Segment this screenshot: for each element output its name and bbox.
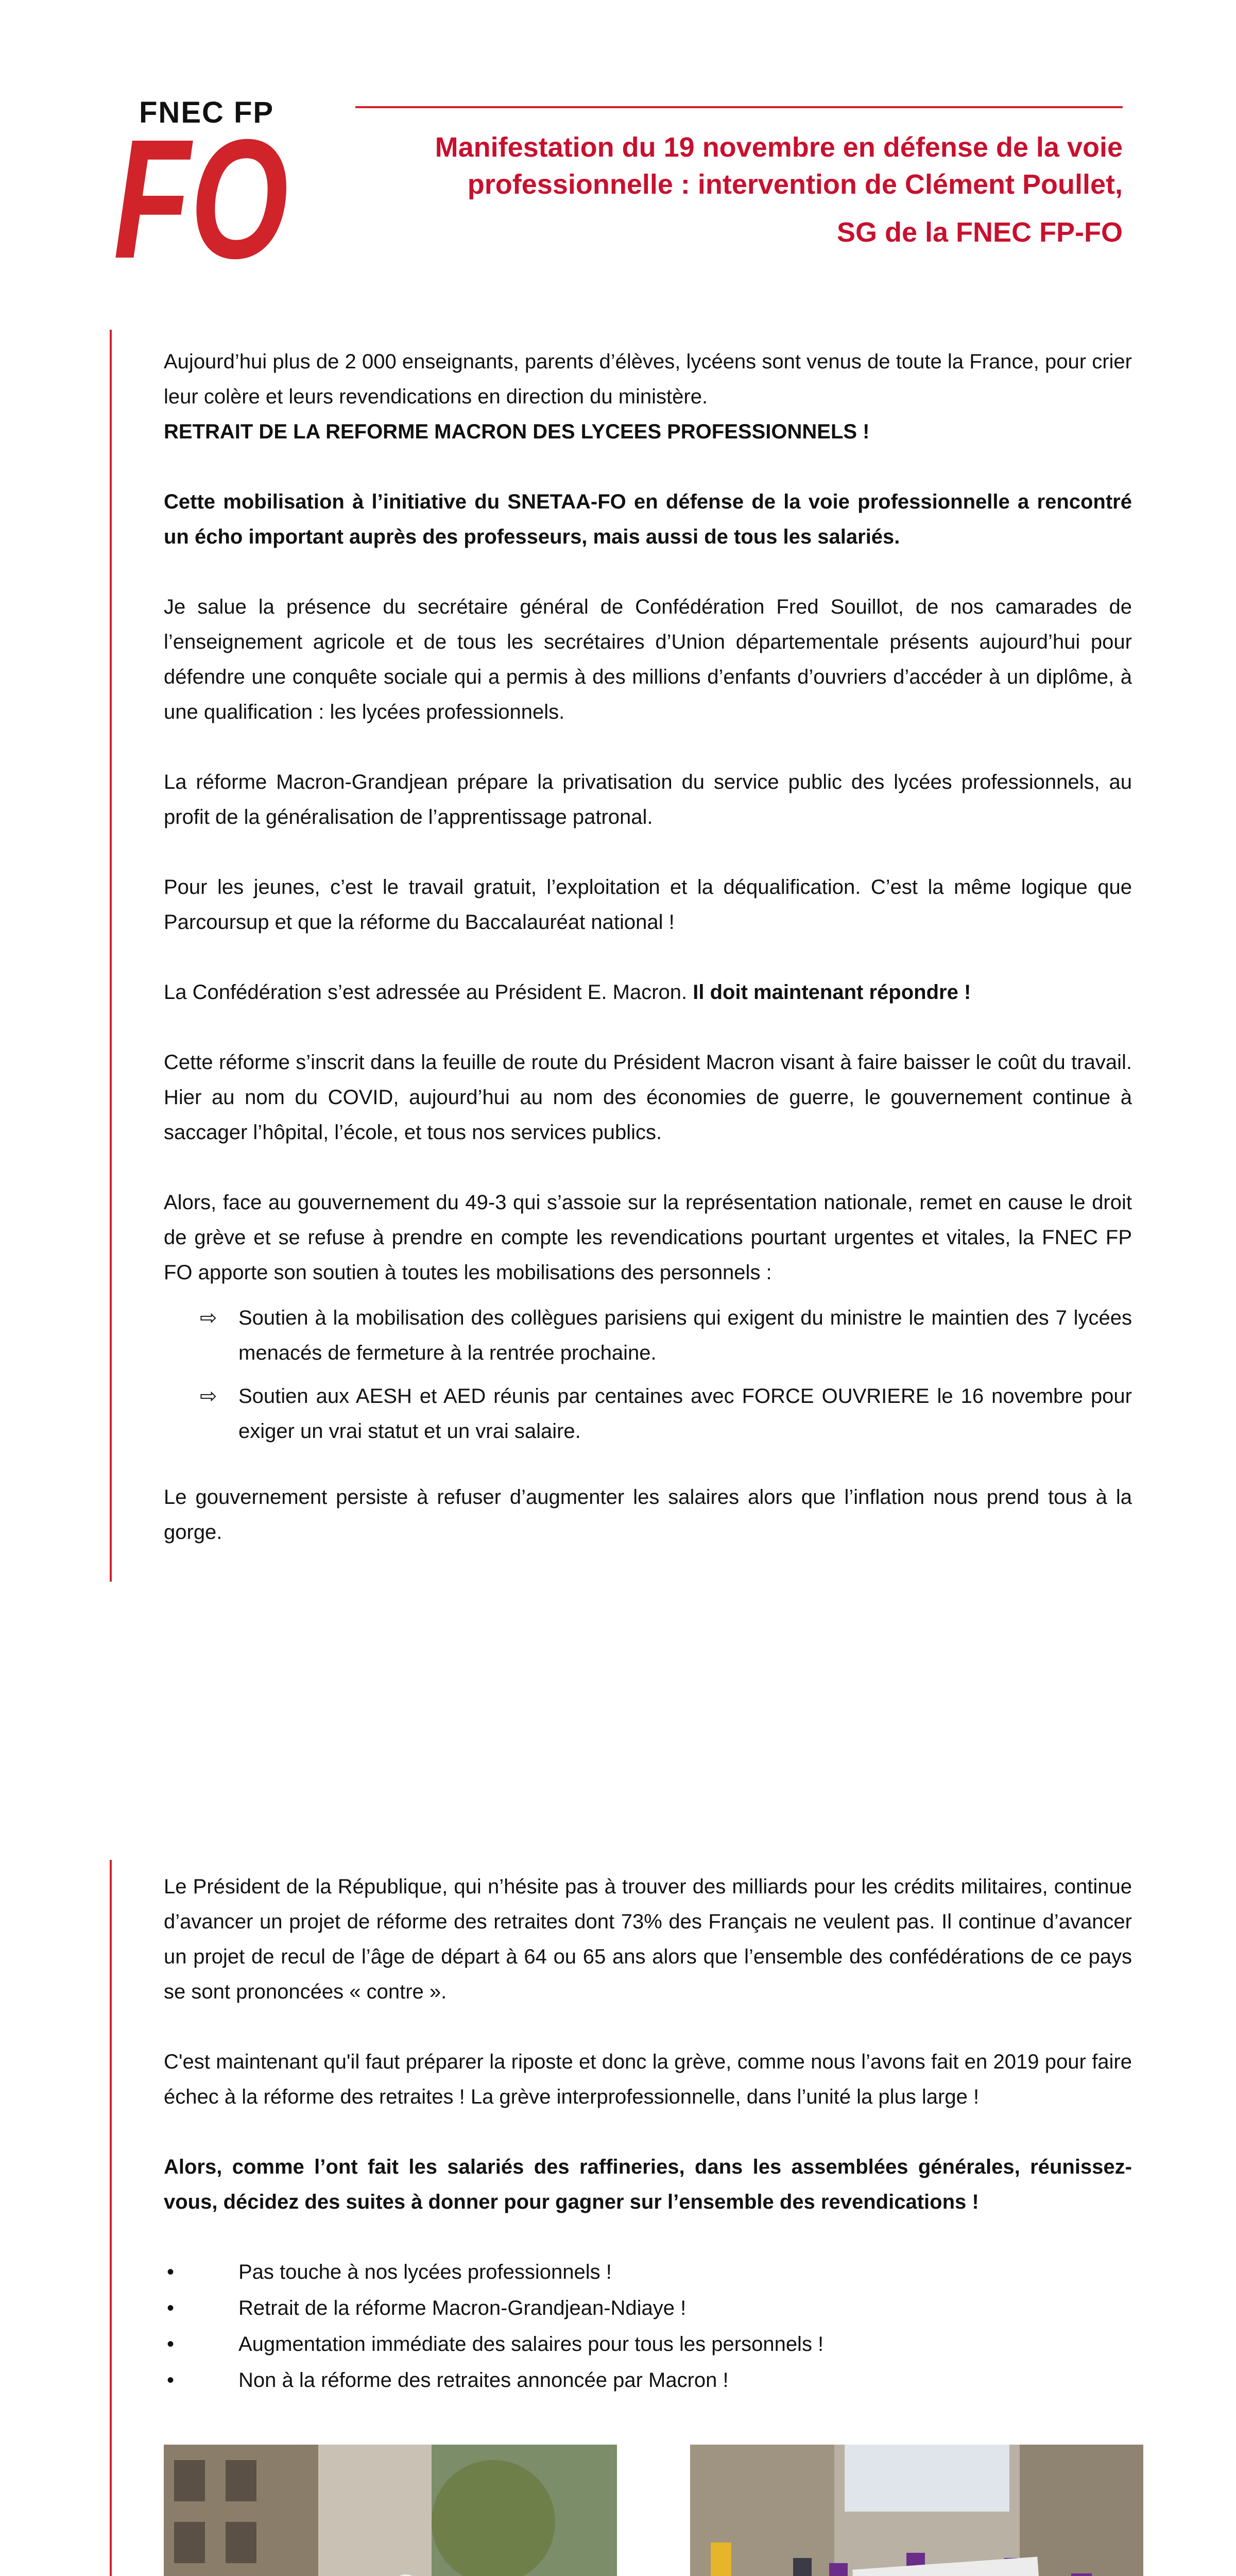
demand-item: • Augmentation immédiate des salaires pour tous les personnels !: [164, 2327, 1132, 2362]
paragraph-roadmap: Cette réforme s’inscrit dans la feuille de route du Président Macron visant à faire baisser le coût du travail. Hier au nom du COVID, aujourd’hui au nom des économies de guerre, le gouvernement continue à saccager l’hôpital, l’école, et tous nos services publics.: [164, 1051, 1132, 1144]
paragraph-support: Alors, face au gouvernement du 49-3 qui s’assoie sur la représentation nationale, remet en cause le droit de grève et se refuse à prendre en compte les revendications pourtant urgentes et vitales, la FNEC FP FO apporte son soutien à toutes les mobilisations des personnels :: [164, 1191, 1132, 1284]
confederation-text: La Confédération s’est adressée au Président E. Macron.: [164, 981, 693, 1004]
support-item-text: Soutien aux AESH et AED réunis par centaines avec FORCE OUVRIERE le 16 novembre pour exiger un vrai statut et un vrai salaire.: [238, 1385, 1132, 1443]
demand-item: • Non à la réforme des retraites annoncée par Macron !: [164, 2363, 1132, 2398]
paragraph-confederation: [164, 975, 1132, 1010]
arrow-right-icon: ⇨: [200, 1385, 217, 1408]
photo-march-1: [164, 2445, 617, 2576]
paragraph-pensions: Le Président de la République, qui n’hésite pas à trouver des milliards pour les crédits militaires, continue d’avancer un projet de réforme des retraites dont 73% des Français ne veulent pas. Il continue d’avancer un projet de recul de l’âge de départ à 64 ou 65 ans alors que l’ensemble des confédérations de ce pays se sont prononcées « contre ».: [164, 1875, 1132, 2003]
support-item: [164, 1379, 1132, 1449]
logo-fo-letters: FO: [113, 118, 288, 273]
header-rule: [355, 106, 1123, 108]
headline-demand: RETRAIT DE LA REFORME MACRON DES LYCEES PROFESSIONNELS !: [164, 420, 870, 443]
paragraph-reform: La réforme Macron-Grandjean prépare la privatisation du service public des lycées professionnels, au profit de la généralisation de l’apprentissage patronal.: [164, 771, 1132, 828]
paragraph-salutation: Je salue la présence du secrétaire général de Confédération Fred Souillot, de nos camarades de l’enseignement agricole et de tous les secrétaires d’Union départementale présents aujourd’hui pour défendre une conquête sociale qui a permis à des millions d’enfants d’ouvriers d’accéder à un diplôme, à une qualification : les lycées professionnels.: [164, 596, 1132, 723]
article-body-2: [164, 1869, 1132, 2399]
paragraph-youth: Pour les jeunes, c’est le travail gratuit, l’exploitation et la déqualification. C’est la même logique que Parcoursup et que la réforme du Baccalauréat national !: [164, 876, 1132, 934]
photo-march-2: [690, 2445, 1143, 2576]
confederation-demand: Il doit maintenant répondre !: [693, 981, 971, 1004]
margin-rule-2: [110, 1860, 112, 2576]
page-title: Manifestation du 19 novembre en défense de la voie professionnelle : intervention de Clément Poullet,: [435, 132, 1123, 200]
fnec-fp-fo-logo: [113, 98, 291, 273]
page-2: [0, 1752, 1236, 2576]
article-body-1: [164, 344, 1132, 1585]
demand-item: • Pas touche à nos lycées professionnels !: [164, 2255, 1132, 2290]
logo-fo-mark: [113, 118, 291, 273]
logo-fnec-text: FNEC FP: [139, 96, 274, 129]
paragraph-intro: Aujourd’hui plus de 2 000 enseignants, parents d’élèves, lycéens sont venus de toute la France, pour crier leur colère et leurs revendications en direction du ministère.: [164, 350, 1132, 408]
paragraph-salaries: Le gouvernement persiste à refuser d’augmenter les salaires alors que l’inflation nous prend tous à la gorge.: [164, 1486, 1132, 1544]
paragraph-mobilisation: Cette mobilisation à l’initiative du SNETAA-FO en défense de la voie professionnelle a rencontré un écho important auprès des professeurs, mais aussi de tous les salariés.: [164, 490, 1132, 548]
paragraph-call: Alors, comme l’ont fait les salariés des raffineries, dans les assemblées générales, réunissez-vous, décidez des suites à donner pour gagner sur l’ensemble des revendications !: [164, 2156, 1132, 2213]
demands-list: [164, 2255, 1132, 2398]
page-subtitle: SG de la FNEC FP-FO: [836, 217, 1123, 248]
arrow-right-icon: ⇨: [200, 1307, 217, 1329]
support-item-text: Soutien à la mobilisation des collègues parisiens qui exigent du ministre le maintien des 7 lycées menacés de fermeture à la rentrée prochaine.: [238, 1307, 1132, 1364]
margin-rule-1: [110, 330, 112, 1582]
demand-item: • Retrait de la réforme Macron-Grandjean-Ndiaye !: [164, 2291, 1132, 2326]
paragraph-strike: C'est maintenant qu'il faut préparer la riposte et donc la grève, comme nous l’avons fait en 2019 pour faire échec à la réforme des retraites ! La grève interprofessionnelle, dans l’unité la plus large !: [164, 2050, 1132, 2108]
support-item: [164, 1300, 1132, 1370]
support-list: [164, 1300, 1132, 1449]
